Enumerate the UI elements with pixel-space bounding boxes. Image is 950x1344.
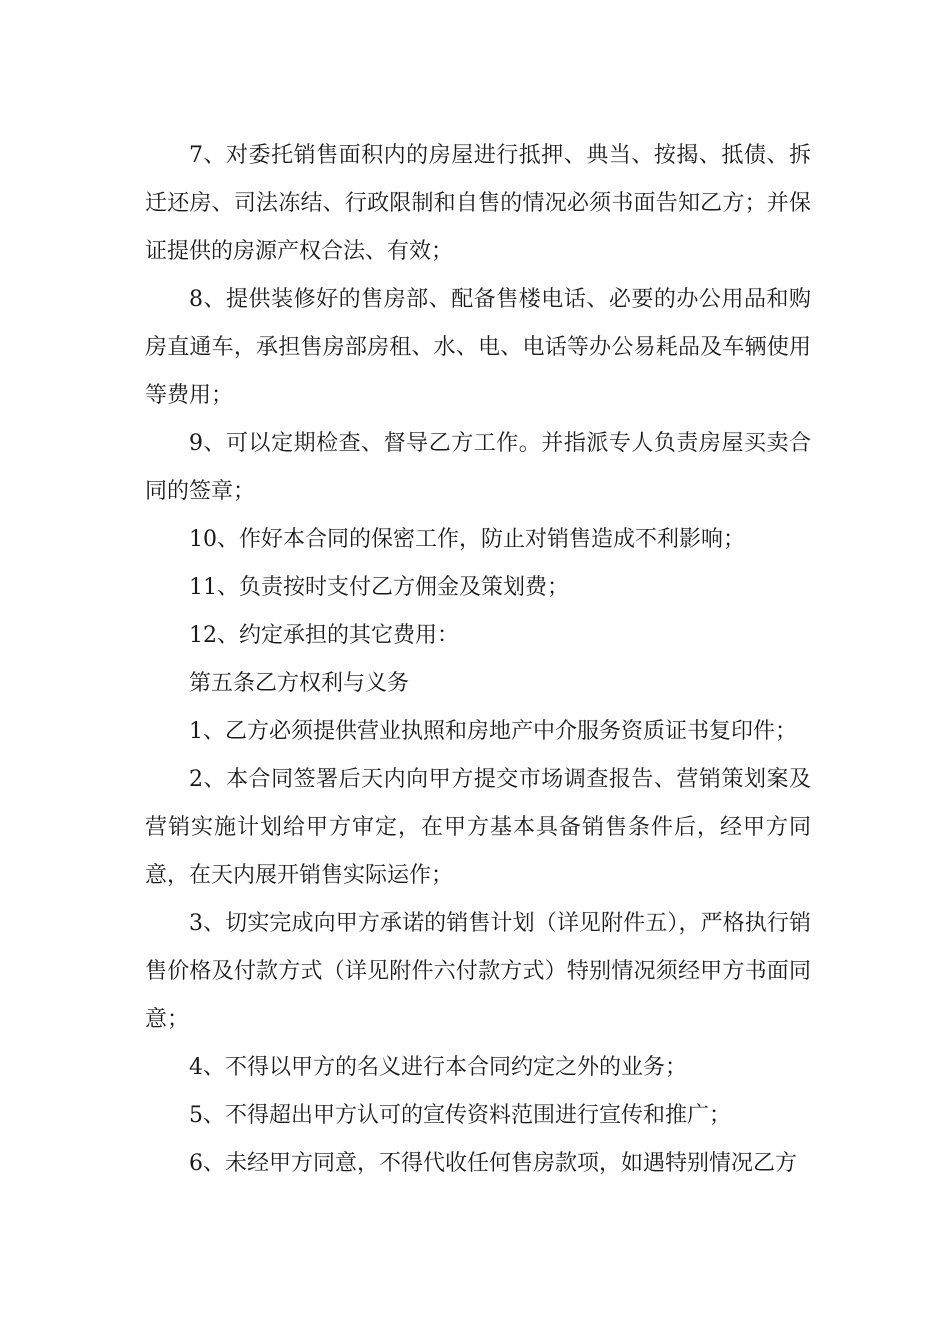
paragraph-item-12: 12、约定承担的其它费用： — [189, 623, 459, 648]
paragraph-party-b-5: 5、不得超出甲方认可的宣传资料范围进行宣传和推广； — [189, 1103, 731, 1128]
paragraph-party-b-6: 6、未经甲方同意，不得代收任何售房款项，如遇特别情况乙方 — [189, 1151, 797, 1176]
paragraph-party-b-1: 1、乙方必须提供营业执照和房地产中介服务资质证书复印件； — [189, 719, 797, 744]
paragraph-item-10: 10、作好本合同的保密工作，防止对销售造成不利影响； — [189, 527, 745, 552]
paragraph-party-b-2: 2、本合同签署后天内向甲方提交市场调查报告、营销策划案及营销实施计划给甲方审定，在甲方基本具备销售条件后，经甲方同意，在天内展开销售实际运作； — [145, 767, 811, 888]
paragraph-item-9: 9、可以定期检查、督导乙方工作。并指派专人负责房屋买卖合同的签章； — [145, 431, 811, 504]
paragraph-item-7: 7、对委托销售面积内的房屋进行抵押、典当、按揭、抵债、拆迁还房、司法冻结、行政限制和自售的情况必须书面告知乙方；并保证提供的房源产权合法、有效； — [145, 143, 811, 264]
paragraph-item-8: 8、提供装修好的售房部、配备售楼电话、必要的办公用品和购房直通车，承担售房部房租、水、电、电话等办公易耗品及车辆使用等费用； — [145, 287, 811, 408]
document-body — [145, 132, 811, 1188]
section-heading-article-5: 第五条乙方权利与义务 — [189, 671, 410, 696]
paragraph-party-b-4: 4、不得以甲方的名义进行本合同约定之外的业务； — [189, 1055, 687, 1080]
paragraph-party-b-3: 3、切实完成向甲方承诺的销售计划（详见附件五），严格执行销售价格及付款方式（详见附件六付款方式）特别情况须经甲方书面同意； — [145, 911, 811, 1032]
paragraph-item-11: 11、负责按时支付乙方佣金及策划费； — [189, 575, 569, 600]
